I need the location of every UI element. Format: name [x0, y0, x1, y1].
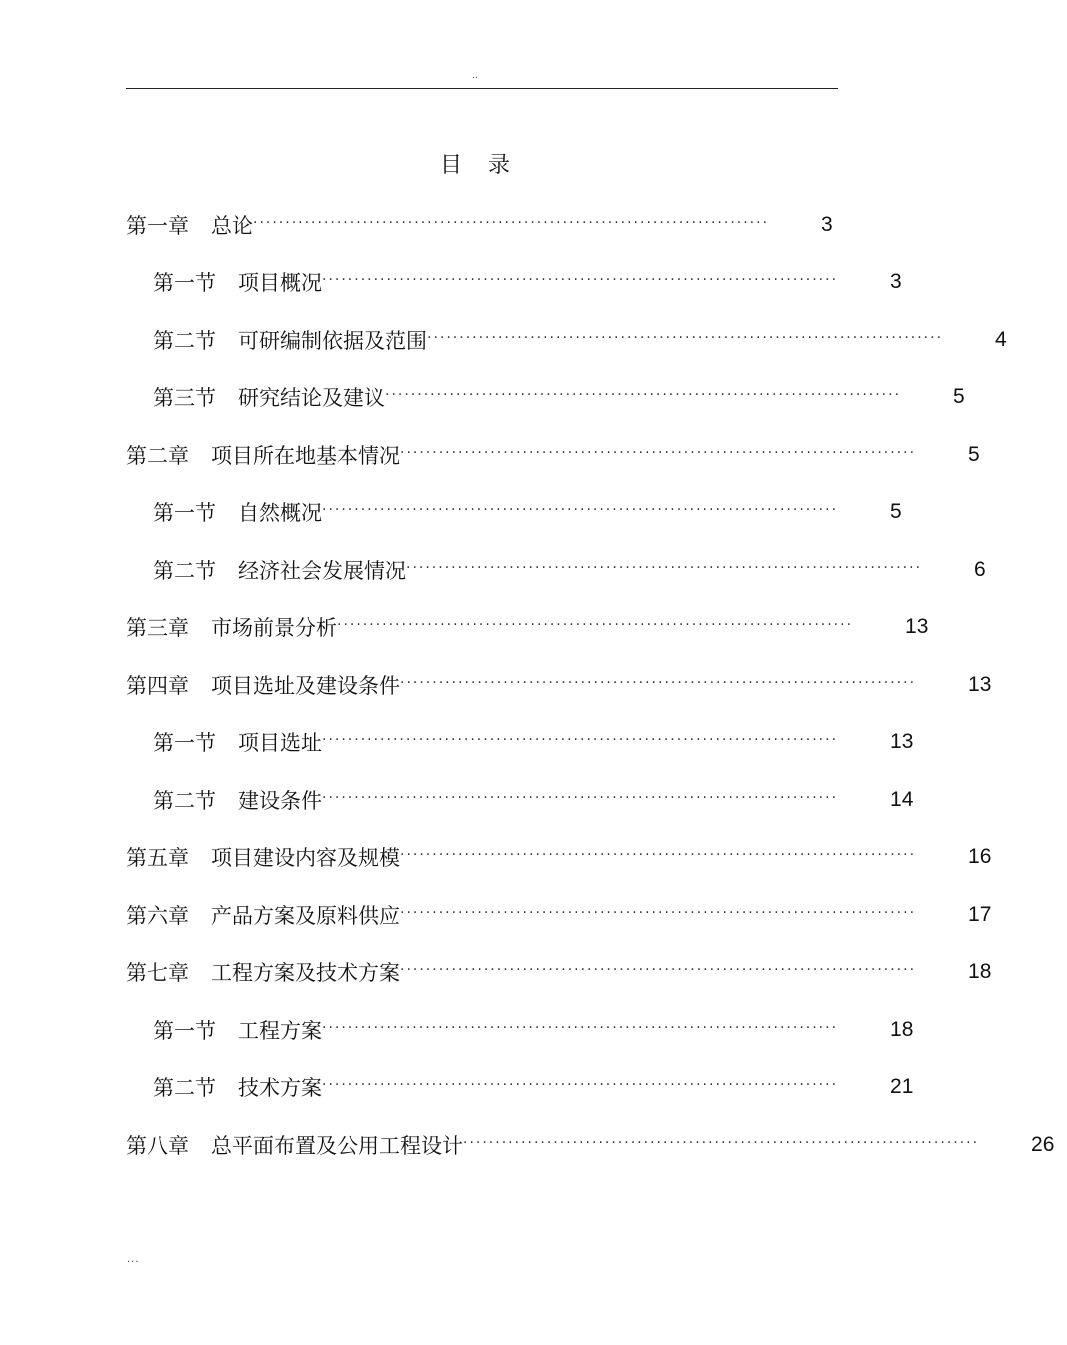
toc-entry-title: 总论: [211, 213, 253, 238]
toc-section-entry[interactable]: [126, 1001, 914, 1059]
toc-entry-title: 项目建设内容及规模: [211, 846, 400, 871]
toc-page-number: 13: [905, 615, 929, 639]
toc-entry-label: [153, 727, 322, 757]
toc-entry-title: 项目选址及建设条件: [211, 673, 400, 698]
toc-section-entry[interactable]: [126, 1059, 914, 1117]
toc-dot-leader: ················································································: [463, 1134, 980, 1151]
toc-dot-leader: ················································································: [253, 214, 770, 231]
toc-section-entry[interactable]: [126, 541, 986, 599]
toc-entry-number: 第二节: [153, 558, 216, 583]
toc-entry-number: 第二节: [153, 328, 216, 353]
toc-entry-title: 项目选址: [238, 731, 322, 756]
toc-page-number: 5: [968, 442, 980, 466]
toc-chapter-entry[interactable]: [126, 1116, 1055, 1174]
toc-chapter-entry[interactable]: [126, 886, 992, 944]
toc-chapter-entry[interactable]: [126, 599, 929, 657]
toc-page-number: 6: [974, 557, 986, 581]
footer-mark: ...: [127, 1254, 140, 1265]
toc-section-entry[interactable]: [126, 484, 902, 542]
toc-chapter-entry[interactable]: [126, 426, 980, 484]
toc-page-number: 18: [890, 1017, 914, 1041]
toc-page-number: 13: [890, 730, 914, 754]
toc-chapter-entry[interactable]: [126, 196, 833, 254]
toc-entry-number: 第一节: [153, 1018, 216, 1043]
toc-page-number: 13: [968, 672, 992, 696]
toc-entry-title: 研究结论及建议: [238, 386, 385, 411]
toc-entry-label: [126, 842, 400, 872]
toc-dot-leader: ················································································: [400, 674, 917, 691]
toc-dot-leader: ················································································: [400, 847, 917, 864]
toc-entry-label: [126, 612, 337, 642]
toc-entry-title: 自然概况: [238, 501, 322, 526]
toc-chapter-entry[interactable]: [126, 656, 992, 714]
toc-chapter-entry[interactable]: [126, 829, 992, 887]
toc-page-number: 14: [890, 787, 914, 811]
header-rule: [126, 88, 838, 89]
toc-entry-label: [126, 900, 400, 930]
toc-section-entry[interactable]: [126, 311, 1007, 369]
toc-entry-number: 第二节: [153, 788, 216, 813]
toc-entry-label: [126, 440, 400, 470]
toc-entry-label: [153, 497, 322, 527]
toc-entry-number: 第三章: [126, 616, 189, 641]
toc-page-number: 5: [890, 500, 902, 524]
toc-entry-number: 第六章: [126, 903, 189, 928]
toc-entry-label: [126, 210, 253, 240]
toc-entry-label: [126, 670, 400, 700]
toc-dot-leader: ················································································: [400, 962, 917, 979]
toc-dot-leader: ················································································: [322, 1019, 839, 1036]
toc-page-number: 3: [821, 212, 833, 236]
header-mark: ..: [472, 71, 478, 81]
toc-entry-title: 项目所在地基本情况: [211, 443, 400, 468]
toc-dot-leader: ················································································: [322, 789, 839, 806]
toc-chapter-entry[interactable]: [126, 944, 992, 1002]
toc-entry-title: 经济社会发展情况: [238, 558, 406, 583]
toc-entry-title: 总平面布置及公用工程设计: [211, 1133, 463, 1158]
toc-section-entry[interactable]: [126, 369, 965, 427]
toc-entry-label: [126, 957, 400, 987]
toc-dot-leader: ················································································: [406, 559, 923, 576]
toc-section-entry[interactable]: [126, 771, 914, 829]
toc-dot-leader: ················································································: [400, 904, 917, 921]
toc-dot-leader: ················································································: [427, 329, 944, 346]
toc-entry-title: 技术方案: [238, 1076, 322, 1101]
toc-section-entry[interactable]: [126, 714, 914, 772]
toc-entry-number: 第五章: [126, 846, 189, 871]
toc-page-number: 5: [953, 385, 965, 409]
toc-entry-number: 第一节: [153, 271, 216, 296]
toc-entry-label: [153, 267, 322, 297]
toc-entry-number: 第二章: [126, 443, 189, 468]
toc-entry-number: 第四章: [126, 673, 189, 698]
toc-entry-number: 第一节: [153, 501, 216, 526]
toc-entry-title: 工程方案及技术方案: [211, 961, 400, 986]
toc-section-entry[interactable]: [126, 254, 902, 312]
toc-entry-title: 工程方案: [238, 1018, 322, 1043]
toc-entry-number: 第三节: [153, 386, 216, 411]
toc-dot-leader: ················································································: [322, 502, 839, 519]
toc-dot-leader: ················································································: [322, 732, 839, 749]
toc-entry-label: [126, 1130, 463, 1160]
toc-dot-leader: ················································································: [322, 1077, 839, 1094]
toc-entry-title: 产品方案及原料供应: [211, 903, 400, 928]
table-of-contents: [126, 196, 1055, 1174]
toc-page-number: 16: [968, 845, 992, 869]
toc-entry-number: 第一节: [153, 731, 216, 756]
toc-entry-label: [153, 1072, 322, 1102]
toc-entry-title: 建设条件: [238, 788, 322, 813]
toc-page-number: 3: [890, 270, 902, 294]
toc-entry-label: [153, 382, 385, 412]
toc-entry-title: 市场前景分析: [211, 616, 337, 641]
toc-dot-leader: ················································································: [337, 617, 854, 634]
toc-page-number: 21: [890, 1075, 914, 1099]
toc-entry-label: [153, 785, 322, 815]
toc-dot-leader: ················································································: [322, 272, 839, 289]
toc-dot-leader: ················································································: [385, 387, 902, 404]
toc-entry-label: [153, 325, 427, 355]
toc-entry-number: 第七章: [126, 961, 189, 986]
toc-page-number: 18: [968, 960, 992, 984]
toc-entry-number: 第八章: [126, 1133, 189, 1158]
toc-entry-title: 项目概况: [238, 271, 322, 296]
toc-entry-label: [153, 1015, 322, 1045]
toc-entry-number: 第二节: [153, 1076, 216, 1101]
toc-title: 目录: [439, 153, 536, 178]
toc-page-number: 4: [995, 327, 1007, 351]
toc-page-number: 26: [1031, 1132, 1055, 1156]
toc-page-number: 17: [968, 902, 992, 926]
toc-entry-number: 第一章: [126, 213, 189, 238]
toc-dot-leader: ················································································: [400, 444, 917, 461]
toc-entry-label: [153, 555, 406, 585]
toc-entry-title: 可研编制依据及范围: [238, 328, 427, 353]
